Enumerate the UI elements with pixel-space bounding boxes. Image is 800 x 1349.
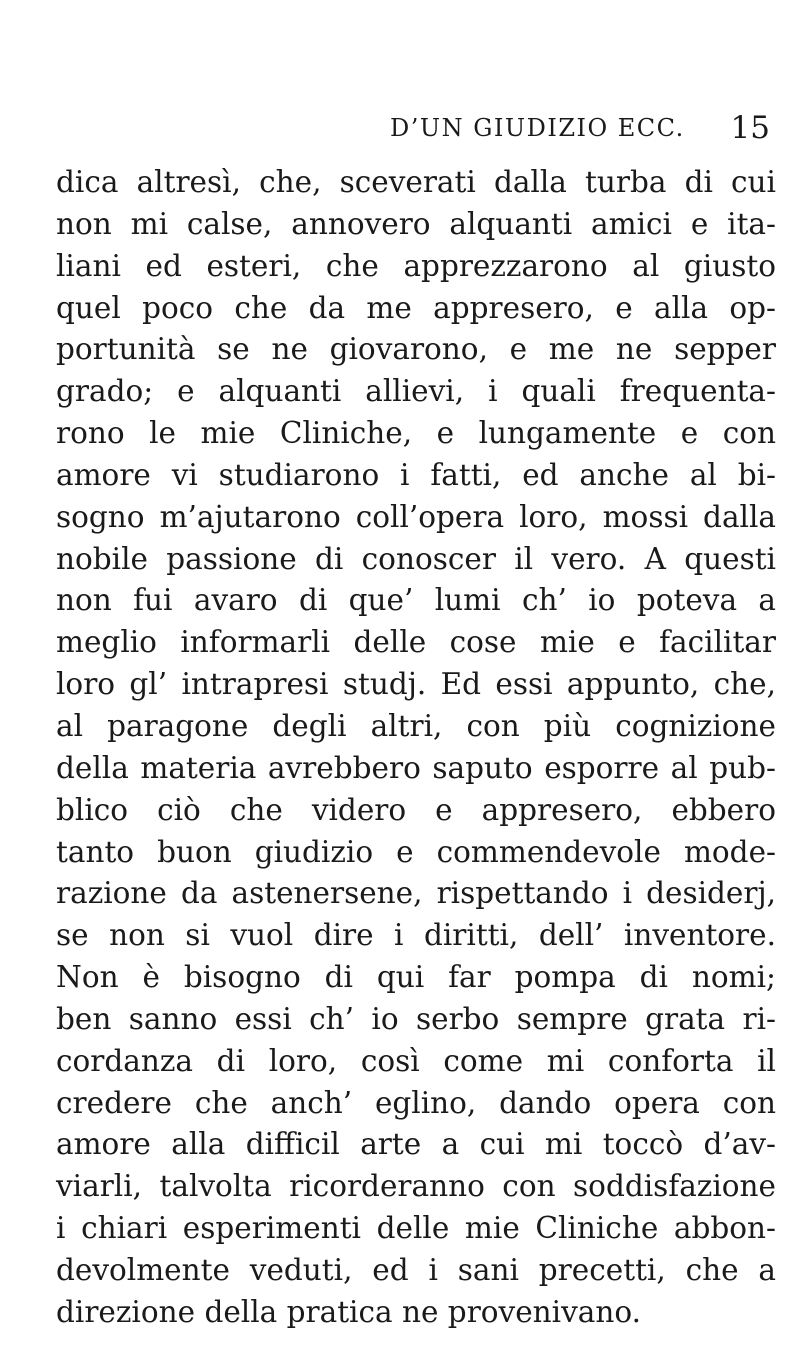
text-line: razione da astenersene, rispettando i desiderj,	[56, 876, 776, 911]
text-line: viarli, talvolta ricorderanno con soddisfazione	[56, 1169, 776, 1204]
text-line: tanto buon giudizio e commendevole mode-	[56, 834, 776, 869]
text-line: blico ciò che videro e appresero, ebbero	[56, 792, 776, 827]
body-text	[56, 162, 776, 1334]
text-line: quel poco che da me appresero, e alla op-	[56, 290, 776, 325]
text-line: della materia avrebbero saputo esporre al pub-	[56, 750, 776, 785]
page-number: 15	[730, 110, 770, 146]
text-line: al paragone degli altri, con più cognizione	[56, 708, 776, 743]
text-line: meglio informarli delle cose mie e facilitar	[56, 625, 776, 660]
text-line: nobile passione di conoscer il vero. A questi	[56, 541, 776, 576]
text-line: devolmente veduti, ed i sani precetti, che a	[56, 1252, 776, 1287]
text-line: amore alla difficil arte a cui mi toccò d’av-	[56, 1127, 776, 1162]
text-line: dica altresì, che, sceverati dalla turba di cui	[56, 165, 776, 199]
text-line: grado; e alquanti allievi, i quali frequenta-	[56, 374, 776, 409]
text-line: Non è bisogno di qui far pompa di nomi;	[56, 960, 776, 995]
text-line: i chiari esperimenti delle mie Cliniche abbon-	[56, 1211, 776, 1246]
text-line: credere che anch’ eglino, dando opera con	[56, 1085, 776, 1120]
text-line: cordanza di loro, così come mi conforta il	[56, 1043, 776, 1078]
text-line: loro gl’ intrapresi studj. Ed essi appunto, che,	[56, 667, 776, 702]
text-line: se non si vuol dire i diritti, dell’ inventore.	[56, 918, 776, 953]
running-title: D’UN GIUDIZIO ECC.	[390, 114, 685, 142]
text-line: non mi calse, annovero alquanti amici e ita-	[56, 206, 776, 241]
text-line: direzione della pratica ne provenivano.	[56, 1294, 641, 1329]
text-line: non fui avaro di que’ lumi ch’ io poteva a	[56, 583, 776, 618]
text-line: rono le mie Cliniche, e lungamente e con	[56, 416, 776, 451]
text-line: sogno m’ajutarono coll’opera loro, mossi dalla	[56, 499, 776, 534]
text-line: portunità se ne giovarono, e me ne sepper	[56, 332, 776, 367]
text-line: amore vi studiarono i fatti, ed anche al bi-	[56, 457, 776, 492]
text-line: liani ed esteri, che apprezzarono al giusto	[56, 248, 776, 283]
running-head	[60, 110, 770, 154]
text-line: ben sanno essi ch’ io serbo sempre grata ri-	[56, 1001, 776, 1036]
